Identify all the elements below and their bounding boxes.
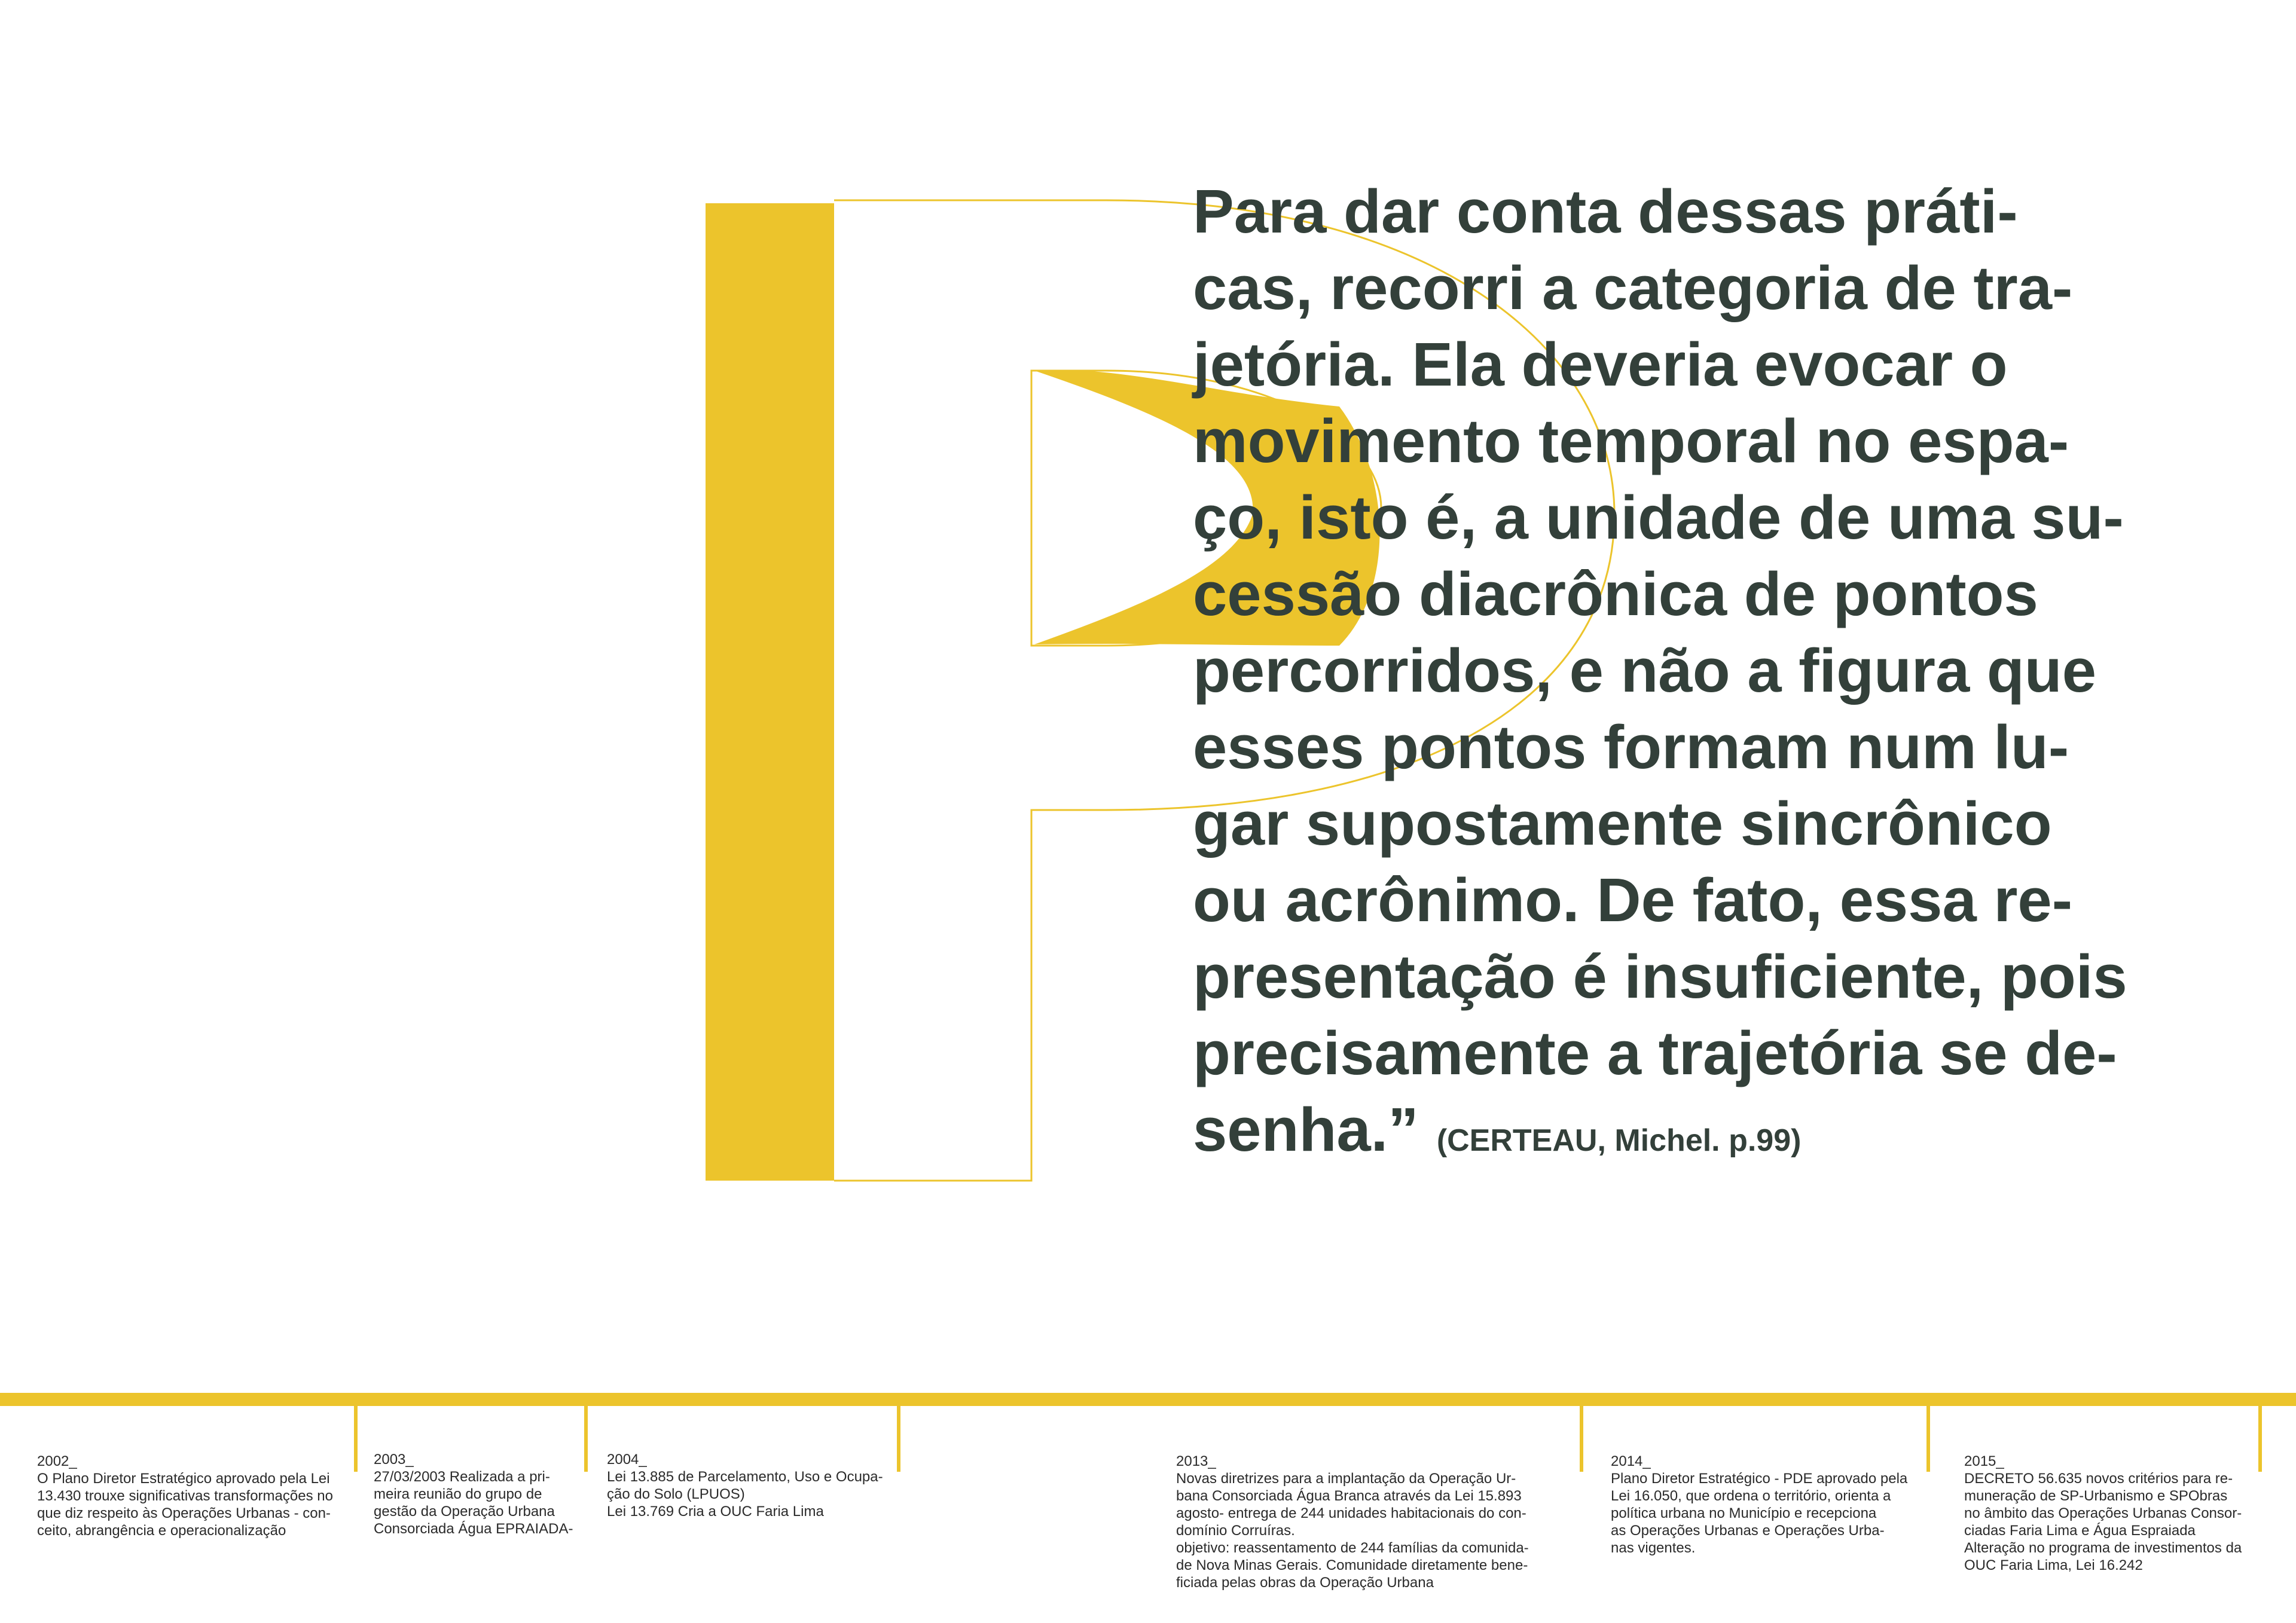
quote-line: percorridos, e não a figura que: [1193, 636, 2097, 705]
timeline-entry-2004: [607, 1451, 883, 1520]
entry-text-line: no âmbito das Operações Urbanas Consor-: [1964, 1505, 2242, 1521]
entry-text-line: ficiada pelas obras da Operação Urbana: [1176, 1575, 1434, 1591]
entry-year: 2002_: [37, 1453, 77, 1469]
certeau-quote: [1193, 173, 2209, 1168]
entry-text-line: DECRETO 56.635 novos critérios para re-: [1964, 1471, 2233, 1487]
entry-year: 2003_: [374, 1451, 414, 1468]
timeline-entry-2014: [1611, 1453, 1907, 1557]
entry-text-line: de Nova Minas Gerais. Comunidade diretamente bene-: [1176, 1557, 1528, 1573]
quote-line: senha.”: [1193, 1095, 1419, 1164]
entry-year: 2015_: [1964, 1453, 2004, 1469]
entry-text-line: bana Consorciada Água Branca através da Lei 15.893: [1176, 1488, 1522, 1504]
entry-text-line: as Operações Urbanas e Operações Urba-: [1611, 1523, 1885, 1539]
entry-text-line: política urbana no Município e recepciona: [1611, 1505, 1877, 1521]
entry-text-line: nas vigentes.: [1611, 1540, 1696, 1556]
entry-text-line: Lei 16.050, que ordena o território, orienta a: [1611, 1488, 1891, 1504]
entry-text-line: objetivo: reassentamento de 244 famílias da comunida-: [1176, 1540, 1529, 1556]
entry-year: 2013_: [1176, 1453, 1216, 1469]
entry-text-line: ceito, abrangência e operacionalização: [37, 1523, 286, 1539]
timeline-tick: [584, 1406, 588, 1472]
entry-text-line: que diz respeito às Operações Urbanas - con-: [37, 1505, 331, 1521]
quote-citation: (CERTEAU, Michel. p.99): [1436, 1123, 1802, 1158]
quote-line: ou acrônimo. De fato, essa re-: [1193, 866, 2073, 934]
entry-text-line: gestão da Operação Urbana: [374, 1503, 555, 1520]
entry-text-line: Plano Diretor Estratégico - PDE aprovado pela: [1611, 1471, 1908, 1487]
drop-cap-stem-fill: [706, 203, 834, 1181]
entry-text-line: OUC Faria Lima, Lei 16.242: [1964, 1557, 2143, 1573]
timeline-bar: [0, 1393, 2296, 1406]
timeline-entry-2002: [37, 1453, 333, 1539]
quote-line: movimento temporal no espa-: [1193, 406, 2069, 475]
entry-text-line: domínio Corruíras.: [1176, 1523, 1295, 1539]
quote-line: cas, recorri a categoria de tra-: [1193, 253, 2073, 322]
quote-line: presentação é insuficiente, pois: [1193, 942, 2127, 1011]
entry-text-line: muneração de SP-Urbanismo e SPObras: [1964, 1488, 2228, 1504]
entry-text-line: O Plano Diretor Estratégico aprovado pela Lei: [37, 1471, 330, 1487]
entry-text-line: Alteração no programa de investimentos da: [1964, 1540, 2242, 1556]
timeline-entry-2015: [1964, 1453, 2242, 1574]
entry-text-line: ciadas Faria Lima e Água Espraiada: [1964, 1523, 2196, 1539]
entry-text-line: Lei 13.769 Cria a OUC Faria Lima: [607, 1503, 824, 1520]
entry-text-line: Consorciada Água EPRAIADA-: [374, 1521, 573, 1537]
quote-line: jetória. Ela deveria evocar o: [1193, 330, 2008, 399]
quote-line: precisamente a trajetória se de-: [1193, 1019, 2117, 1087]
timeline-tick: [354, 1406, 358, 1472]
quote-line: gar supostamente sincrônico: [1193, 789, 2052, 858]
entry-text-line: ção do Solo (LPUOS): [607, 1486, 745, 1502]
entry-year: 2004_: [607, 1451, 647, 1468]
quote-line: Para dar conta dessas práti-: [1193, 177, 2018, 246]
timeline-tick: [1926, 1406, 1930, 1472]
timeline-entry-2003: [374, 1451, 573, 1538]
timeline-entry-2013: [1176, 1453, 1529, 1591]
entry-text-line: 27/03/2003 Realizada a pri-: [374, 1469, 550, 1485]
timeline-tick: [897, 1406, 900, 1472]
entry-text-line: agosto- entrega de 244 unidades habitacionais do con-: [1176, 1505, 1526, 1521]
quote-line: ço, isto é, a unidade de uma su-: [1193, 483, 2124, 552]
entry-year: 2014_: [1611, 1453, 1651, 1469]
entry-text-line: 13.430 trouxe significativas transformações no: [37, 1488, 333, 1504]
quote-line: esses pontos formam num lu-: [1193, 713, 2069, 781]
timeline-tick: [2258, 1406, 2262, 1472]
entry-text-line: meira reunião do grupo de: [374, 1486, 542, 1502]
timeline-tick: [1580, 1406, 1583, 1472]
quote-line: cessão diacrônica de pontos: [1193, 560, 2038, 628]
entry-text-line: Lei 13.885 de Parcelamento, Uso e Ocupa-: [607, 1469, 883, 1485]
entry-text-line: Novas diretrizes para a implantação da Operação Ur-: [1176, 1471, 1516, 1487]
quote-last-line: [1193, 1092, 2209, 1168]
